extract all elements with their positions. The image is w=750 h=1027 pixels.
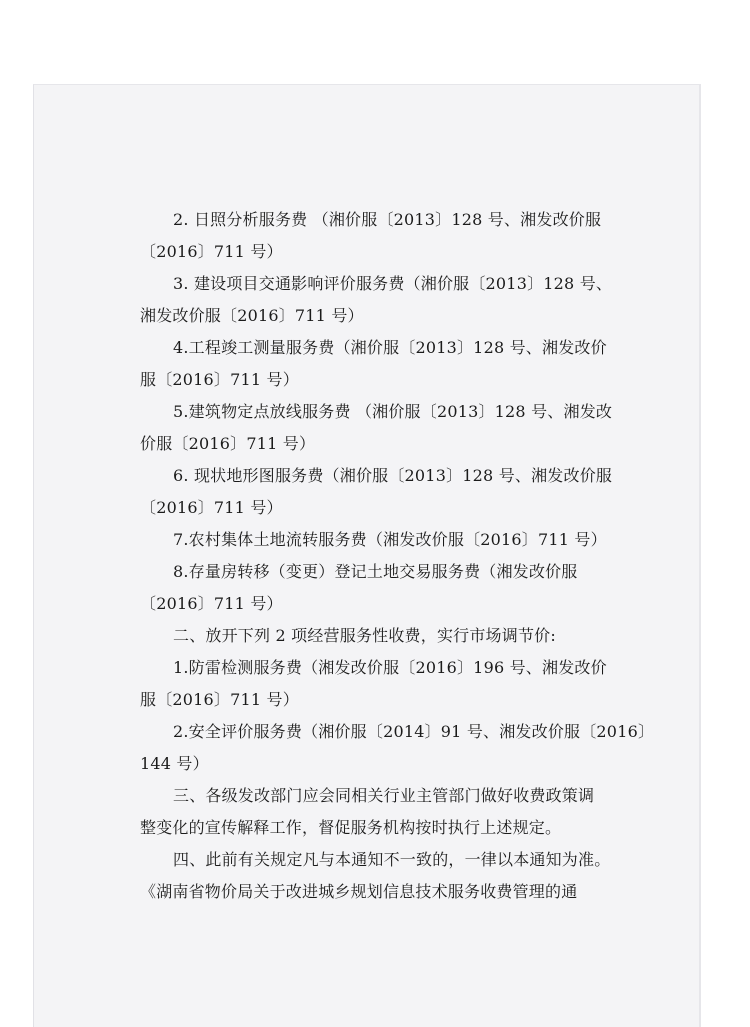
text-line: 2.安全评价服务费（湘价服〔2014〕91 号、湘发改价服〔2016〕 [173,722,655,741]
text-line: 6. 现状地形图服务费（湘价服〔2013〕128 号、湘发改价服 [173,466,613,485]
text-line: 二、放开下列 2 项经营服务性收费，实行市场调节价: [173,626,556,645]
text-line: 〔2016〕711 号） [140,594,283,613]
text-line: 服〔2016〕711 号） [140,370,299,389]
text-line: 5.建筑物定点放线服务费 （湘价服〔2013〕128 号、湘发改 [173,402,613,421]
text-line: 整变化的宣传解释工作，督促服务机构按时执行上述规定。 [140,818,562,837]
text-line: 湘发改价服〔2016〕711 号） [140,306,364,325]
text-line: 四、此前有关规定凡与本通知不一致的，一律以本通知为准。 [173,850,611,869]
text-line: 《湖南省物价局关于改进城乡规划信息技术服务收费管理的通 [140,882,578,901]
text-line: 服〔2016〕711 号） [140,690,299,709]
text-line: 8.存量房转移（变更）登记土地交易服务费（湘发改价服 [173,562,578,581]
text-line: 〔2016〕711 号） [140,498,283,517]
text-line: 〔2016〕711 号） [140,242,283,261]
text-line: 7.农村集体土地流转服务费（湘发改价服〔2016〕711 号） [173,530,607,549]
text-line: 3. 建设项目交通影响评价服务费（湘价服〔2013〕128 号、 [173,274,613,293]
text-line: 1.防雷检测服务费（湘发改价服〔2016〕196 号、湘发改价 [173,658,607,677]
text-line: 4.工程竣工测量服务费（湘价服〔2013〕128 号、湘发改价 [173,338,607,357]
text-line: 2. 日照分析服务费 （湘价服〔2013〕128 号、湘发改价服 [173,210,602,229]
document-body [140,204,655,908]
text-line: 三、各级发改部门应会同相关行业主管部门做好收费政策调 [173,786,595,805]
text-line: 144 号） [140,754,209,773]
text-line: 价服〔2016〕711 号） [140,434,316,453]
